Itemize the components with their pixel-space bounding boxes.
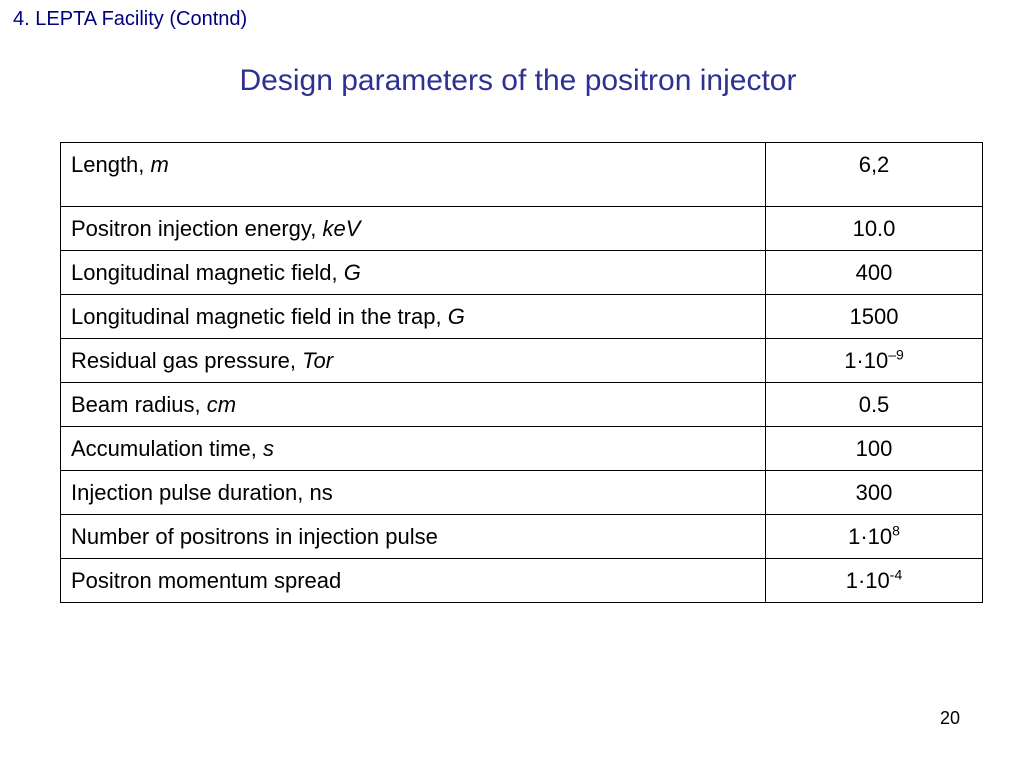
- parameter-unit: G: [447, 303, 465, 329]
- parameter-label: Length,: [71, 152, 151, 177]
- parameter-label: Longitudinal magnetic field in the trap,: [71, 303, 448, 329]
- parameter-name: [61, 427, 766, 471]
- parameter-unit: G: [343, 259, 361, 285]
- table-row: [61, 295, 983, 339]
- value-text: 0.5: [858, 391, 890, 417]
- parameter-label: Beam radius,: [71, 391, 207, 417]
- parameter-name: [61, 295, 766, 339]
- table-row: [61, 427, 983, 471]
- value-exponent: -4: [889, 566, 903, 583]
- value-text: 1·10: [844, 347, 889, 373]
- parameter-unit: s: [262, 435, 274, 461]
- parameter-unit: keV: [322, 215, 361, 241]
- parameter-value: [766, 251, 983, 295]
- parameter-name: [61, 383, 766, 427]
- section-heading: 4. LEPTA Facility (Contnd): [13, 8, 248, 30]
- parameters-table: [60, 142, 983, 603]
- parameter-label: Number of positrons in injection pulse: [71, 523, 438, 549]
- table-row: [61, 143, 983, 207]
- parameter-value: [766, 559, 983, 603]
- parameter-value: [766, 207, 983, 251]
- parameter-value: [766, 471, 983, 515]
- parameter-unit: m: [150, 152, 169, 177]
- table-row: [61, 515, 983, 559]
- parameter-label: Injection pulse duration, ns: [71, 479, 333, 505]
- value-text: 1·10: [845, 567, 890, 593]
- parameter-name: [61, 515, 766, 559]
- table-row: [61, 339, 983, 383]
- parameter-value: [766, 515, 983, 559]
- value-text: 100: [855, 435, 893, 461]
- table-row: [61, 559, 983, 603]
- table-row: [61, 251, 983, 295]
- value-text: 400: [855, 259, 893, 285]
- value-text: 10.0: [852, 215, 896, 241]
- parameter-name: [61, 207, 766, 251]
- value-text: 1·10: [848, 523, 893, 549]
- parameter-name: [61, 143, 766, 207]
- parameter-value: [766, 143, 983, 207]
- parameter-value: [766, 427, 983, 471]
- parameter-label: Positron injection energy,: [71, 215, 323, 241]
- parameter-value: [766, 339, 983, 383]
- value-text: 1500: [849, 303, 899, 329]
- table-row: [61, 383, 983, 427]
- parameter-label: Accumulation time,: [71, 435, 263, 461]
- value-text: 6,2: [858, 152, 890, 177]
- table-row: [61, 207, 983, 251]
- parameter-unit: Tor: [302, 347, 334, 373]
- parameter-label: Longitudinal magnetic field,: [71, 259, 344, 285]
- parameter-label: Positron momentum spread: [71, 567, 342, 593]
- slide-title: Design parameters of the positron injector: [239, 64, 797, 97]
- parameter-name: [61, 251, 766, 295]
- value-exponent: –9: [888, 346, 904, 363]
- parameter-value: [766, 295, 983, 339]
- table-row: [61, 471, 983, 515]
- parameter-label: Residual gas pressure,: [71, 347, 303, 373]
- parameter-name: [61, 471, 766, 515]
- parameter-name: [61, 339, 766, 383]
- value-exponent: 8: [892, 522, 900, 539]
- parameter-value: [766, 383, 983, 427]
- parameter-name: [61, 559, 766, 603]
- parameter-unit: cm: [206, 391, 237, 417]
- page-number: 20: [940, 708, 961, 728]
- value-text: 300: [855, 479, 893, 505]
